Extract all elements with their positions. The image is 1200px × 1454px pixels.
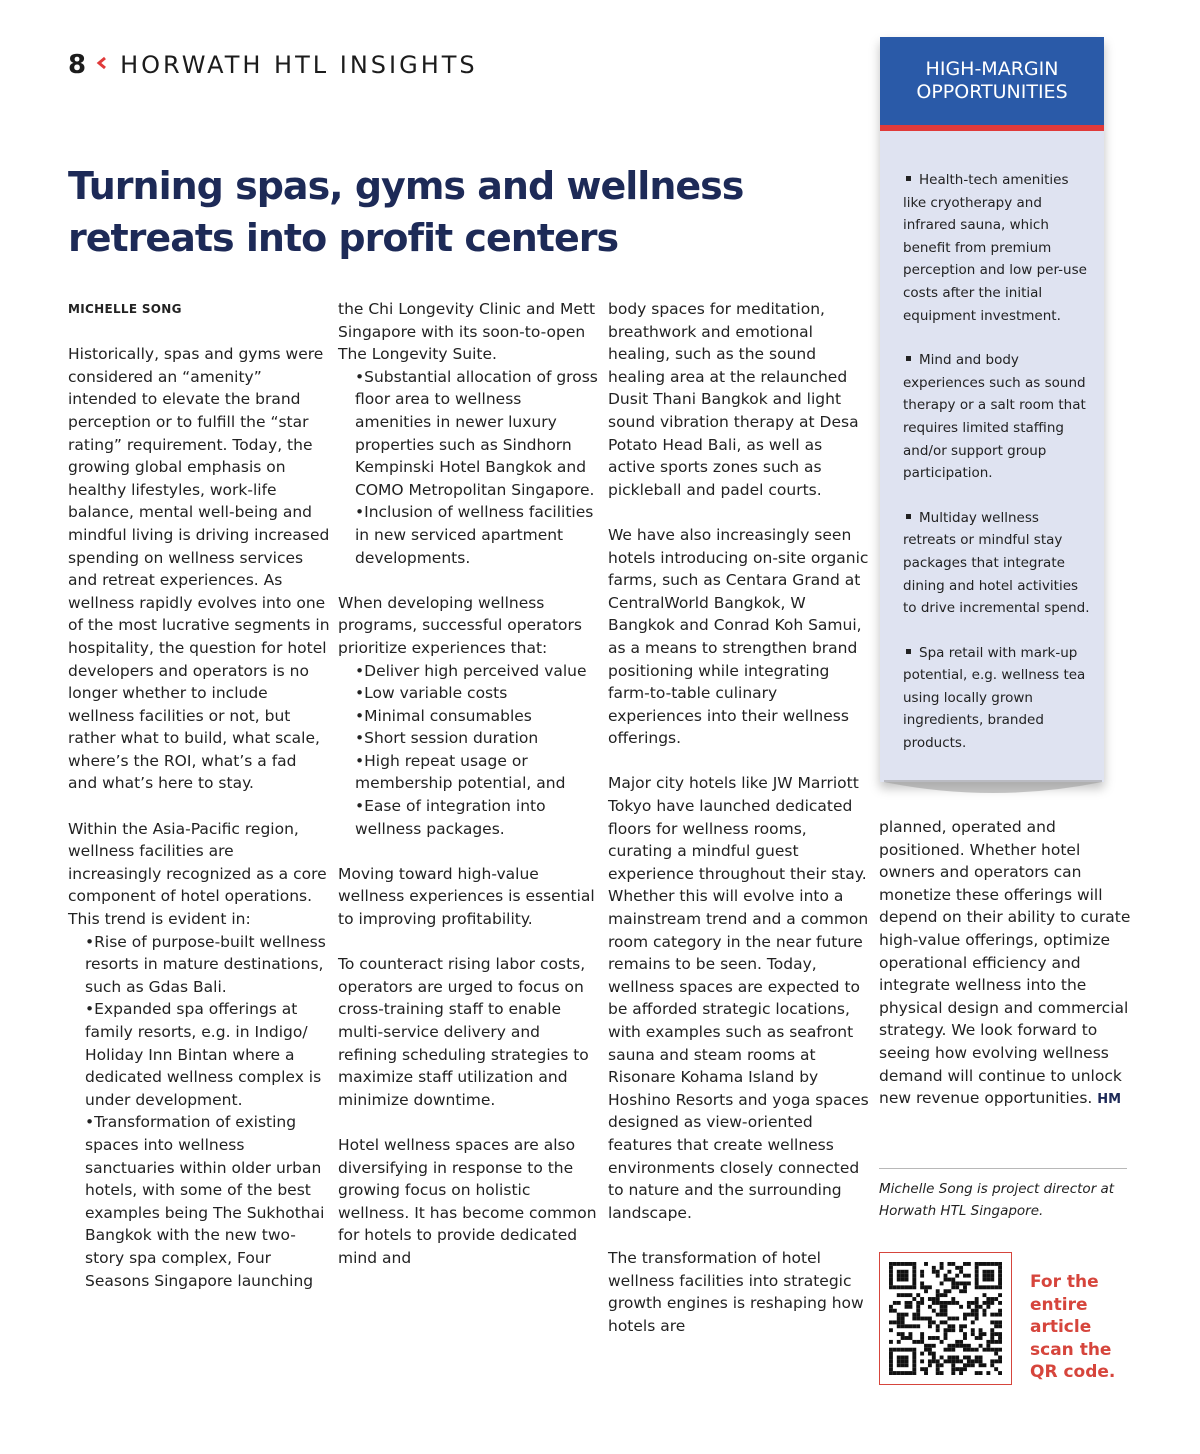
paragraph: Historically, spas and gyms were considered an “amenity” intended to elevate the brand perception or to fulfill the “star rating” requirement. Today, the growing global emphasis on healthy lifestyles, work-life balance, mental well-being and mindful living is driving increased spending on wellness services and retreat experiences. As wellness rapidly evolves into one of the most lucrative segments in hospitality, the question for hotel developers and operators is no longer whether to include wellness facilities or not, but rather what to build, what scale, where’s the ROI, what’s a fad and what’s here to stay. — [68, 345, 330, 793]
bullet-item: •Short session duration — [355, 729, 539, 748]
closing-paragraph: planned, operated and positioned. Whether hotel owners and operators can monetize these offerings will depend on their ability to curate high-value offerings, optimize operational efficiency and integrate wellness into the physical design and commercial strategy. We look forward to seeing how evolving wellness demand will continue to unlock new revenue opportunities. — [879, 818, 1131, 1108]
square-bullet-icon — [906, 356, 911, 361]
paragraph: the Chi Longevity Clinic and Mett Singapore with its soon-to-open The Longevity Suite. — [338, 300, 596, 364]
sidebar-curl-shadow — [884, 780, 1102, 802]
bullet-item: •Rise of purpose-built wellness resorts in mature destinations, such as Gdas Bali. — [85, 932, 326, 996]
paragraph: We have also increasingly seen hotels introducing on-site organic farms, such as Centara Grand at CentralWorld Bangkok, W Bangkok and Conrad Koh Samui, as a means to strengthen brand positioning while integrating farm-to-table culinary experiences into their wellness offerings. — [608, 525, 869, 748]
sidebar-item — [903, 642, 1094, 755]
article-column-4 — [879, 816, 1134, 1112]
page-number: 8 — [68, 50, 87, 80]
paragraph: To counteract rising labor costs, operators are urged to focus on cross-training staff to enable multi-service delivery and refining scheduling strategies to maximize staff utilization and minimize downtime. — [338, 955, 589, 1109]
bullet-item: •Expanded spa offerings at family resorts, e.g. in Indigo/ Holiday Inn Bintan where a dedicated wellness complex is under development. — [85, 1000, 322, 1109]
sidebar-item — [903, 349, 1094, 485]
sidebar-header — [880, 37, 1104, 131]
square-bullet-icon — [906, 649, 911, 654]
article-column-1 — [68, 298, 330, 1292]
sidebar-title-line-1: HIGH-MARGIN — [925, 58, 1059, 80]
paragraph: Hotel wellness spaces are also diversifying in response to the growing focus on holistic wellness. It has become common for hotels to provide dedicated mind and — [338, 1135, 597, 1267]
byline: MICHELLE SONG — [68, 302, 182, 316]
square-bullet-icon — [906, 176, 911, 181]
bullet-item: •High repeat usage or membership potential, and — [355, 751, 566, 793]
sidebar-list — [880, 131, 1104, 755]
author-note: Michelle Song is project director at Horwath HTL Singapore. — [879, 1181, 1115, 1219]
qr-call-to-action: For the entire article scan the QR code. — [1030, 1272, 1116, 1382]
bullet-item: •Ease of integration into wellness packages. — [355, 797, 546, 838]
paragraph: body spaces for meditation, breathwork and emotional healing, such as the sound healing area at the relaunched Dusit Thani Bangkok and light sound vibration therapy at Desa Potato Head Bali, as well as active sports zones such as pickleball and padel courts. — [608, 300, 859, 499]
paragraph — [879, 816, 1134, 1112]
paragraph: The transformation of hotel wellness facilities into strategic growth engines is reshaping how hotels are — [608, 1248, 864, 1335]
sidebar-item — [903, 507, 1094, 620]
sidebar-item-text: Mind and body experiences such as sound therapy or a salt room that requires limited staffing and/or support group participation. — [903, 352, 1086, 482]
bullet-item: •Low variable costs — [355, 684, 508, 703]
divider — [879, 1168, 1127, 1169]
article-column-2 — [338, 298, 600, 1270]
paragraph: Within the Asia-Pacific region, wellness facilities are increasingly recognized as a core component of hotel operations. This trend is evident in: — [68, 819, 327, 929]
high-margin-sidebar — [880, 37, 1104, 782]
sidebar-item — [903, 169, 1094, 327]
paragraph: Major city hotels like JW Marriott Tokyo have launched dedicated floors for wellness rooms, curating a mindful guest experience throughout their stay. Whether this will evolve into a mainstream trend and a common room category in the near future remains to be seen. Today, wellness spaces are expected to be afforded strategic locations, with examples such as seafront sauna and steam rooms at Risonare Kohama Island by Hoshino Resorts and yoga spaces designed as view-oriented features that create wellness environments closely connected to nature and the surrounding landscape. — [608, 774, 869, 1222]
sidebar-item-text: Health-tech amenities like cryotherapy and infrared sauna, which benefit from premium perception and low per-use costs after the initial equipment investment. — [903, 172, 1087, 324]
article-column-3 — [608, 298, 870, 1337]
qr-code-frame[interactable] — [879, 1252, 1012, 1385]
bullet-item: •Minimal consumables — [355, 706, 532, 725]
headline-line-2: retreats into profit centers — [68, 216, 619, 260]
bullet-item: •Transformation of existing spaces into wellness sanctuaries within older urban hotels, with some of the best examples being The Sukhothai Bangkok with the new two-story spa complex, Four Seasons Singapore launching — [85, 1113, 325, 1290]
paragraph: When developing wellness programs, successful operators prioritize experiences that: — [338, 593, 582, 657]
headline-line-1: Turning spas, gyms and wellness — [68, 164, 744, 208]
end-mark: HM — [1097, 1092, 1122, 1108]
bullet-item: •Inclusion of wellness facilities in new serviced apartment developments. — [355, 503, 594, 567]
bullet-item: •Substantial allocation of gross floor area to wellness amenities in newer luxury properties such as Sindhorn Kempinski Hotel Bangkok and COMO Metropolitan Singapore. — [355, 367, 598, 499]
paragraph: Moving toward high-value wellness experiences is essential to improving profitability. — [338, 864, 595, 929]
square-bullet-icon — [906, 514, 911, 519]
sidebar-title-line-2: OPPORTUNITIES — [916, 81, 1068, 103]
page-header — [68, 50, 478, 80]
publication-name: HORWATH HTL INSIGHTS — [120, 51, 478, 79]
bullet-item: •Deliver high perceived value — [355, 661, 587, 680]
qr-code-icon — [889, 1262, 1002, 1375]
sidebar-item-text: Spa retail with mark-up potential, e.g. wellness tea using locally grown ingredients, branded products. — [903, 644, 1086, 752]
chevron-left-icon — [96, 55, 108, 75]
article-headline — [68, 160, 858, 264]
sidebar-item-text: Multiday wellness retreats or mindful stay packages that integrate dining and hotel activities to drive incremental spend. — [903, 509, 1090, 617]
